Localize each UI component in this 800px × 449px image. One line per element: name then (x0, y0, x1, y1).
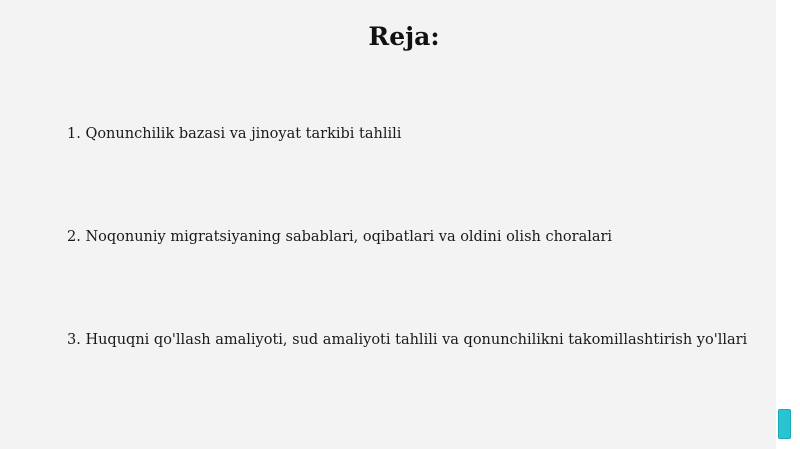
right-gutter (776, 0, 800, 449)
agenda-item-2: 2. Noqonuniy migratsiyaning sabablari, oqibatlari va oldini olish choralari (67, 229, 613, 245)
slide-title: Reja: (368, 22, 440, 51)
agenda-item-1: 1. Qonunchilik bazasi va jinoyat tarkibi tahlili (67, 126, 402, 142)
scroll-handle[interactable] (778, 409, 791, 439)
agenda-item-3: 3. Huquqni qo'llash amaliyoti, sud amaliyoti tahlili va qonunchilikni takomillashtirish yo'llari (67, 332, 748, 348)
